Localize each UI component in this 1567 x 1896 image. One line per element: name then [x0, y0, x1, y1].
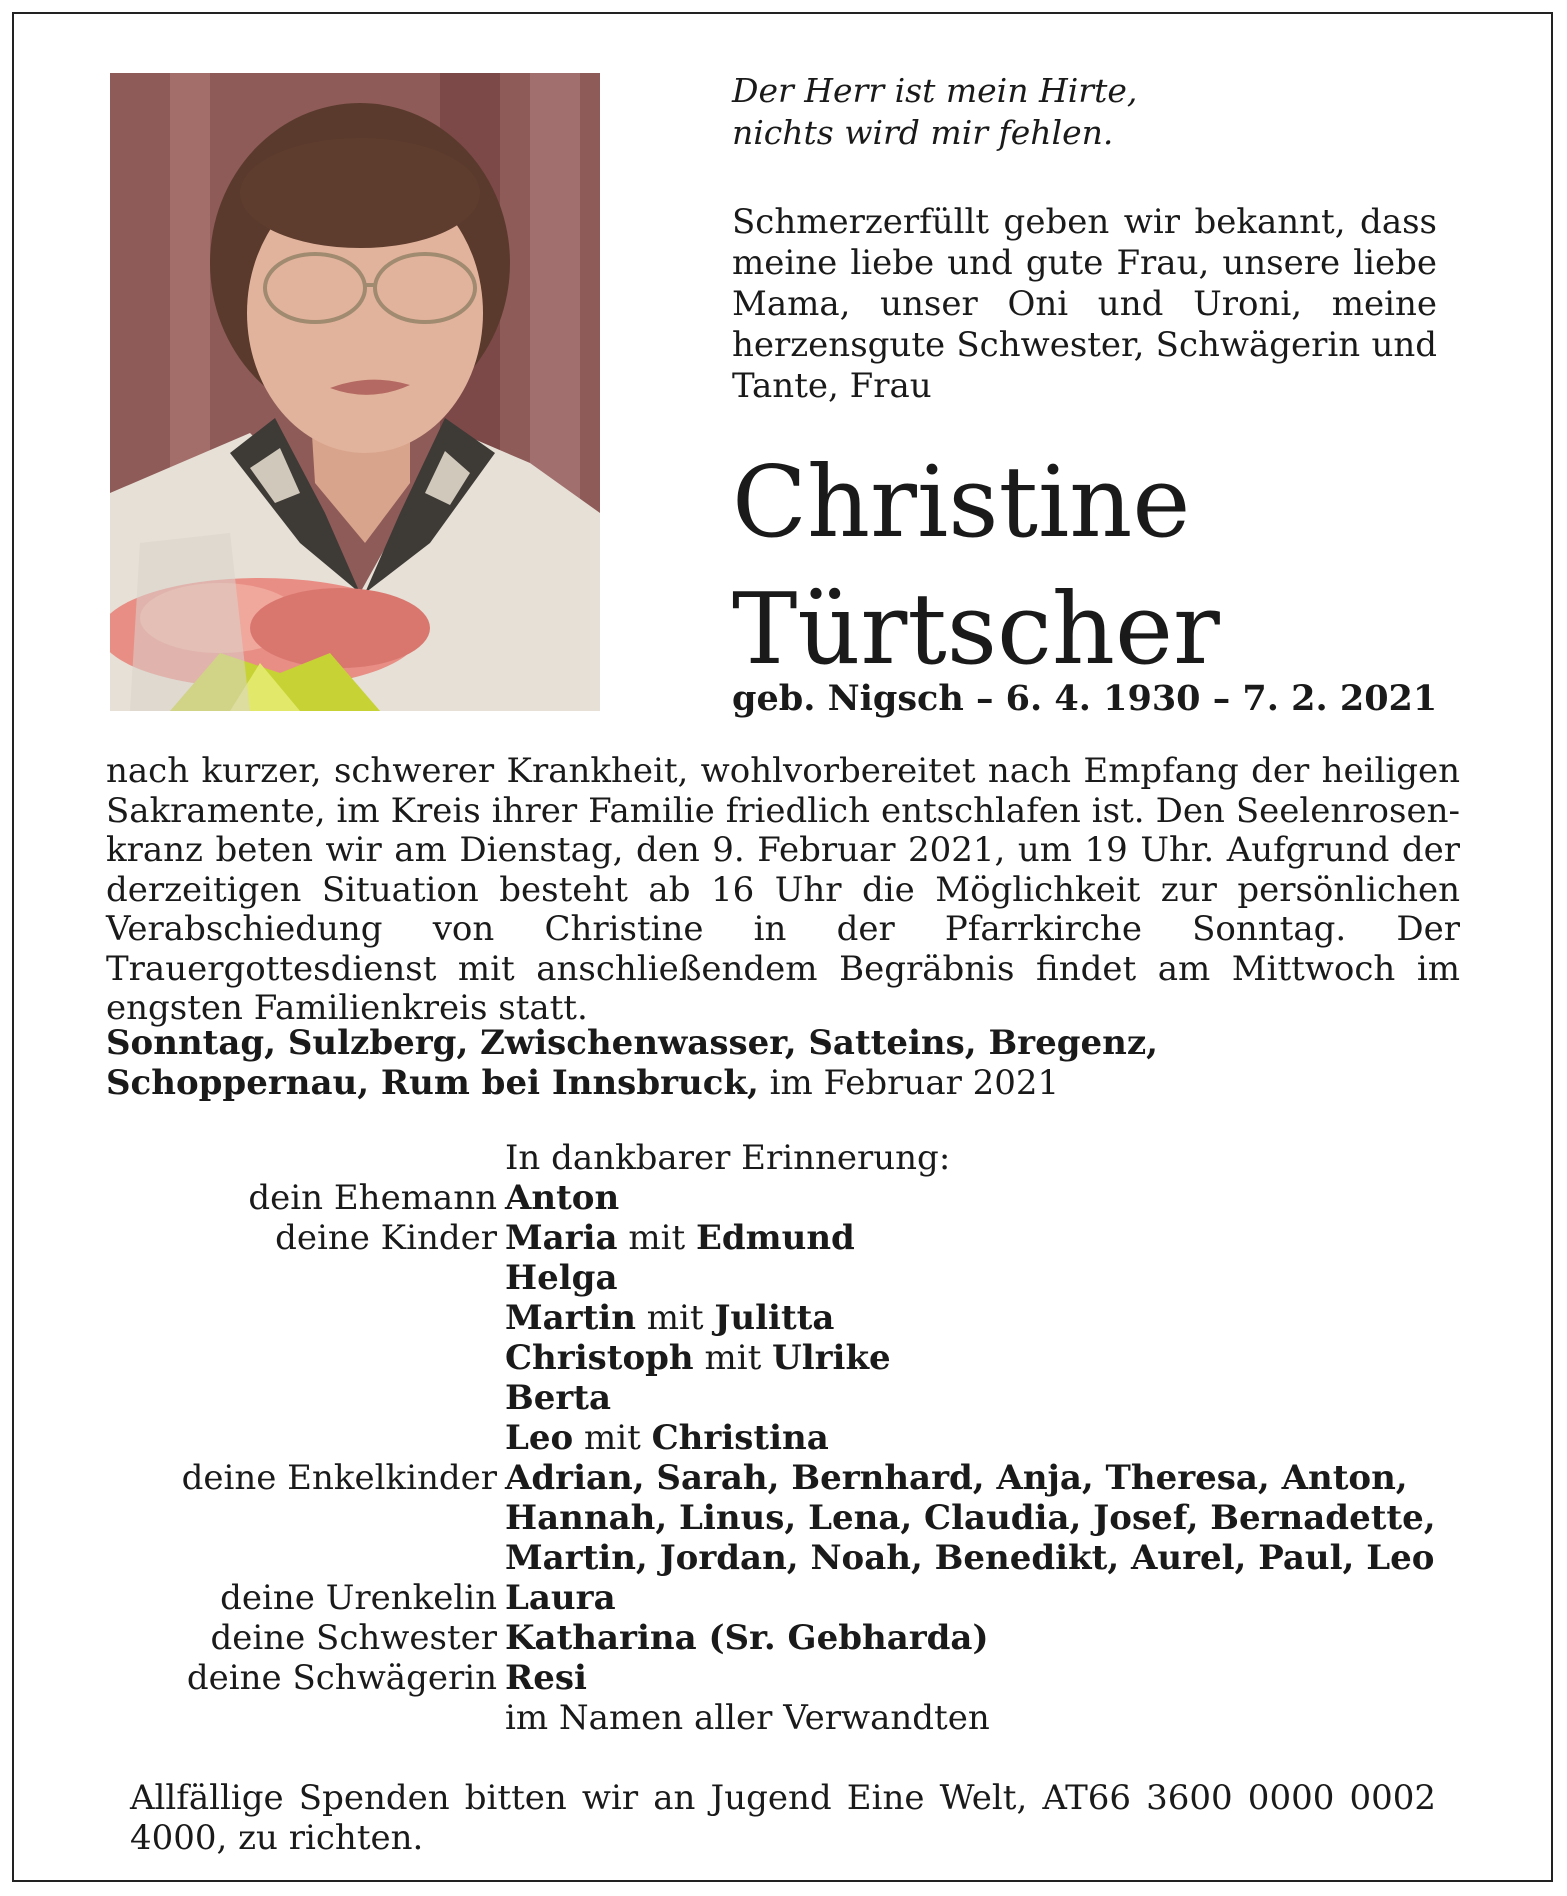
life-dates: geb. Nigsch – 6. 4. 1930 – 7. 2. 2021: [732, 678, 1438, 719]
mit-text: mit: [573, 1418, 652, 1458]
psalm-line: nichts wird mir fehlen.: [732, 113, 1114, 152]
first-name: Christine: [732, 446, 1191, 560]
mourners-list: [0, 1138, 1567, 1738]
mourner-name: Resi: [505, 1658, 587, 1698]
mourner-name: Helga: [505, 1258, 618, 1298]
mit-text: mit: [635, 1298, 715, 1338]
places-bold: Schoppernau, Rum bei Innsbruck,: [106, 1063, 759, 1103]
places-date: im Februar 2021: [758, 1063, 1060, 1103]
relation-label: deine Enkelkinder: [181, 1458, 497, 1498]
mit-text: mit: [617, 1218, 696, 1258]
mourner-name: Maria: [505, 1218, 618, 1258]
mourner-name: Laura: [505, 1578, 616, 1618]
grandchildren-names: Adrian, Sarah, Bernhard, Anja, Theresa, Anton,: [505, 1458, 1408, 1498]
relation-label: deine Schwägerin: [186, 1658, 497, 1698]
grandchildren-names: Martin, Jordan, Noah, Benedikt, Aurel, Paul, Leo: [505, 1538, 1435, 1578]
mourner-name: Julitta: [714, 1298, 835, 1338]
mourner-name: Berta: [505, 1378, 612, 1418]
last-name: Türtscher: [732, 573, 1220, 687]
deceased-name: [732, 440, 1220, 694]
mourner-name: Christoph: [505, 1338, 694, 1378]
mourner-name: Anton: [505, 1178, 620, 1218]
mit-text: mit: [693, 1338, 773, 1378]
closing-line: im Namen aller Verwandten: [505, 1698, 990, 1738]
relation-label: deine Schwester: [210, 1618, 497, 1658]
places-line: [106, 1023, 1466, 1103]
mourner-name: Edmund: [695, 1218, 855, 1258]
relation-label: dein Ehemann: [248, 1178, 497, 1218]
announcement-text: nach kurzer, schwerer Krankheit, wohlvorbereitet nach Empfang der heiligen Sakramente, im Kreis ihrer Familie friedlich entschlafen ist. Den Seelenrosenkranz beten wir am Dienstag, den 9. Februar 2021, um 19 Uhr. Aufgrund der derzeitigen Situation besteht ab 16 Uhr die Möglichkeit zur persönlichen Verabschiedung von Christine in der Pfarrkirche Sonntag. Der Trauergottesdienst mit anschließendem Begräbnis findet am Mittwoch im engsten Familienkreis statt.: [106, 751, 1460, 1028]
mourners-heading: In dankbarer Erinnerung:: [505, 1138, 951, 1178]
portrait-photo: [110, 73, 600, 711]
psalm-quote: [732, 70, 1452, 154]
psalm-line: Der Herr ist mein Hirte,: [732, 71, 1138, 110]
donation-note: Allfällige Spenden bitten wir an Jugend Eine Welt, AT66 3600 0000 0002 4000, zu richten.: [130, 1778, 1436, 1858]
mourner-name: Katharina (Sr. Gebharda): [505, 1618, 989, 1658]
relation-label: deine Urenkelin: [220, 1578, 497, 1618]
mourner-name: Christina: [651, 1418, 829, 1458]
mourner-name: Leo: [505, 1418, 574, 1458]
intro-text: Schmerzerfüllt geben wir bekannt, dass meine liebe und gute Frau, unsere liebe Mama, unser Oni und Uroni, meine herzensgute Schwester, Schwägerin und Tante, Frau: [732, 202, 1437, 406]
relation-label: deine Kinder: [275, 1218, 497, 1258]
mourner-name: Ulrike: [772, 1338, 891, 1378]
places-bold: Sonntag, Sulzberg, Zwischenwasser, Satteins, Bregenz,: [106, 1023, 1158, 1063]
mourner-name: Martin: [505, 1298, 636, 1338]
grandchildren-names: Hannah, Linus, Lena, Claudia, Josef, Bernadette,: [505, 1498, 1436, 1538]
